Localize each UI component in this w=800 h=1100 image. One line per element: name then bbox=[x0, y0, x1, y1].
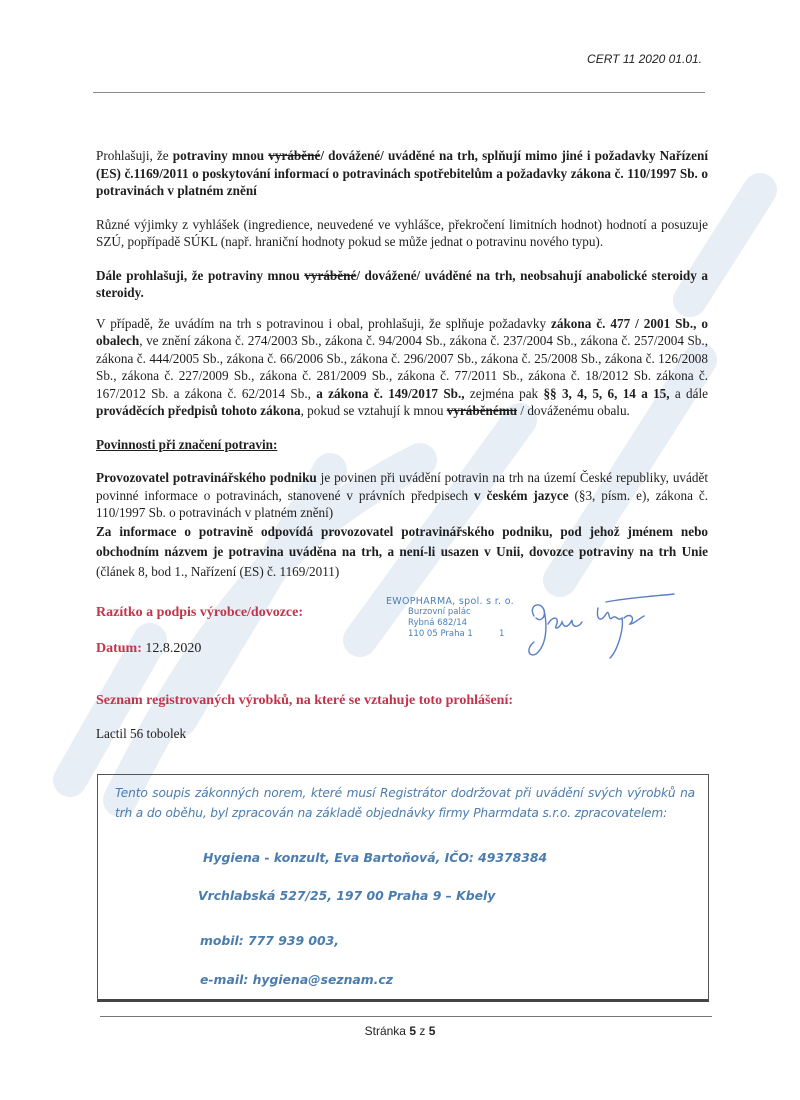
registered-products-heading: Seznam registrovaných výrobků, na které se vztahuje toto prohlášení: bbox=[96, 692, 514, 708]
compiler-name: Hygiena - konzult, Eva Bartoňová, IČO: 49378384 bbox=[203, 850, 548, 865]
paragraph-responsibility: Za informace o potravině odpovídá provozovatel potravinářského podniku, pod jehož jménem nebo obchodním názvem je potravina uváděna na trh, a není-li usazen v Unii, dovozce potraviny na trh Unie (článek 8, bod 1., Nařízení (ES) č. 1169/2011) bbox=[96, 523, 708, 579]
handwritten-signature bbox=[526, 588, 676, 663]
signature-section bbox=[96, 596, 708, 682]
product-item: Lactil 56 tobolek bbox=[96, 726, 187, 741]
date-label: Datum: bbox=[96, 640, 142, 656]
stamp-signature-label: Razítko a podpis výrobce/dovozce: bbox=[96, 604, 304, 620]
date-value: 12.8.2020 bbox=[145, 640, 202, 656]
header-divider bbox=[93, 92, 705, 93]
paragraph-operator: Provozovatel potravinářského podniku je povinen při uvádění potravin na trh na území České republiky, uvádět povinné informace o potravinách, stanovené v právních předpisech v českém jazyce (§3, písm. e), zákona č. 110/1997 Sb. o potravinách v platném znění) bbox=[96, 470, 708, 520]
page-number: Stránka 5 z 5 bbox=[364, 1024, 436, 1038]
paragraph-exceptions: Různé výjimky z vyhlášek (ingredience, neuvedené ve vyhlášce, překročení limitních hodnot) hodnotí a posuzuje SZÚ, popřípadě SÚKL (např. hraniční hodnoty pokud se může jednat o potravinu nového typu). bbox=[96, 216, 708, 249]
footer-divider bbox=[100, 1016, 712, 1017]
date-row bbox=[96, 640, 201, 658]
compiler-intro: Tento soupis zákonných norem, které musí Registrátor dodržovat při uvádění svých výrobků na trh a do oběhu, byl zpracován na základě objednávky firmy Pharmdata s.r.o. zpracovatelem: bbox=[115, 786, 695, 820]
compiler-address: Vrchlabská 527/25, 197 00 Praha 9 – Kbely bbox=[198, 888, 496, 903]
compiler-info-box bbox=[97, 774, 709, 1002]
document-code: CERT 11 2020 01.01. bbox=[587, 52, 702, 66]
compiler-mobile: mobil: 777 939 003, bbox=[200, 933, 339, 948]
obligations-heading: Povinnosti při značení potravin: bbox=[96, 436, 278, 452]
compiler-email: e-mail: hygiena@seznam.cz bbox=[200, 972, 393, 987]
paragraph-packaging: V případě, že uvádím na trh s potravinou i obal, prohlašuji, že splňuje požadavky zákona č. 477 / 2001 Sb., o obalech, ve znění zákona č. 274/2003 Sb., zákona č. 94/2004 Sb., zákona č. 237/2004 Sb., zákona č. 257/2004 Sb., zákona č. 444/2005 Sb., zákona č. 66/2006 Sb., zákona č. 296/2007 Sb., zákona č. 25/2008 Sb., zákona č. 126/2008 Sb., zákona č. 227/2009 Sb., zákona č. 281/2009 Sb., zákona č. 77/2011 Sb., zákona č. 18/2012 Sb. zákona č. 167/2012 Sb. a zákona č. 62/2014 Sb., a zákona č. 149/2017 Sb., zejména pak §§ 3, 4, 5, 6, 14 a 15, a dále prováděcích předpisů tohoto zákona, pokud se vztahují k mnou vyráběnému / dováženému obalu. bbox=[96, 315, 708, 418]
company-stamp: EWOPHARMA, spol. s r. o. Burzovní palác Rybná 682/14 110 05 Praha 1 1 bbox=[386, 595, 514, 639]
document-body bbox=[96, 147, 708, 743]
paragraph-steroids: Dále prohlašuji, že potraviny mnou vyráběné/ dovážené/ uváděné na trh, neobsahují anabolické steroidy a steroidy. bbox=[96, 267, 708, 300]
paragraph-declaration: Prohlašuji, že potraviny mnou vyráběné/ dovážené/ uváděné na trh, splňují mimo jiné i požadavky Nařízení (ES) č.1169/2011 o poskytování informací o potravinách spotřebitelům a požadavky zákona č. 110/1997 Sb. o potravinách v platném znění bbox=[96, 148, 708, 198]
